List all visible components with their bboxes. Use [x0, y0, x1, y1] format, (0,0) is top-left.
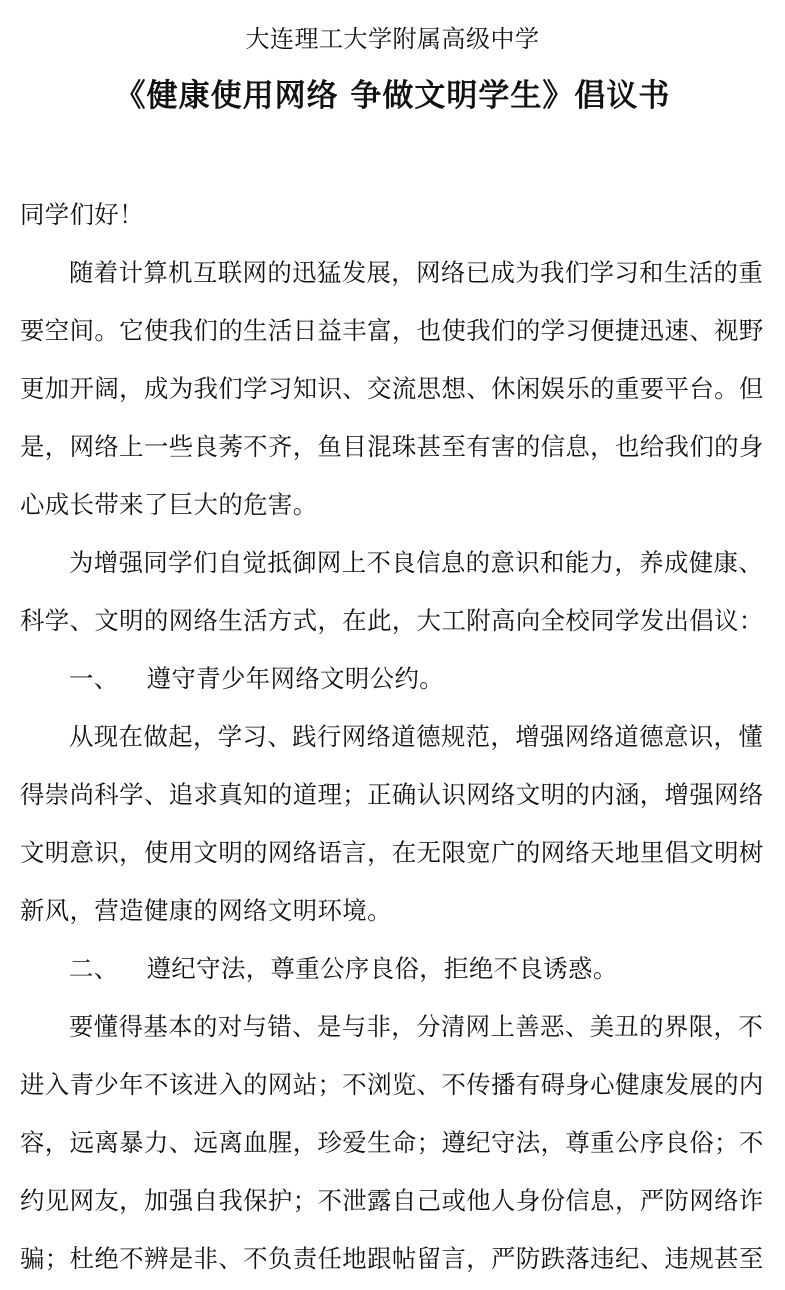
- greeting: 同学们好！: [20, 200, 144, 229]
- paragraph-line: 科学、文明的网络生活方式，在此，大工附高向全校同学发出倡议：: [20, 606, 764, 635]
- section-number: 一、: [69, 664, 119, 693]
- section-heading-2: [20, 942, 780, 1000]
- paragraph-line: 要空间。它使我们的生活日益丰富，也使我们的学习便捷迅速、视野: [20, 316, 764, 345]
- section-heading-text: 遵纪守法，尊重公序良俗，拒绝不良诱惑。: [146, 954, 618, 983]
- paragraph-line: 为增强同学们自觉抵御网上不良信息的意识和能力，养成健康、: [69, 548, 764, 577]
- section-heading-1: [20, 652, 780, 710]
- document-title: 《健康使用网络 争做文明学生》倡议书: [114, 78, 671, 114]
- document-body: [20, 188, 780, 1290]
- paragraph-line: 容，远离暴力、远离血腥，珍爱生命；遵纪守法，尊重公序良俗；不: [20, 1128, 764, 1157]
- paragraph-line: 从现在做起，学习、践行网络道德规范，增强网络道德意识，懂: [69, 722, 764, 751]
- paragraph-line: 进入青少年不该进入的网站；不浏览、不传播有碍身心健康发展的内: [20, 1070, 764, 1099]
- section-heading-text: 遵守青少年网络文明公约。: [146, 664, 445, 693]
- paragraph-line: 骗；杜绝不辨是非、不负责任地跟帖留言，严防跌落违纪、违规甚至: [20, 1244, 764, 1273]
- section-number: 二、: [69, 954, 119, 983]
- paragraph-line: 约见网友，加强自我保护；不泄露自己或他人身份信息，严防网络诈: [20, 1186, 764, 1215]
- paragraph-line: 要懂得基本的对与错、是与非，分清网上善恶、美丑的界限，不: [69, 1012, 764, 1041]
- school-name: 大连理工大学附属高级中学: [245, 25, 540, 53]
- paragraph-line: 文明意识，使用文明的网络语言，在无限宽广的网络天地里倡文明树: [20, 838, 764, 867]
- paragraph-line: 是，网络上一些良莠不齐，鱼目混珠甚至有害的信息，也给我们的身: [20, 432, 764, 461]
- paragraph-line: 更加开阔，成为我们学习知识、交流思想、休闲娱乐的重要平台。但: [20, 374, 764, 403]
- paragraph-line: 随着计算机互联网的迅猛发展，网络已成为我们学习和生活的重: [69, 258, 764, 287]
- paragraph-line: 得崇尚科学、追求真知的道理；正确认识网络文明的内涵，增强网络: [20, 780, 764, 809]
- paragraph-line: 心成长带来了巨大的危害。: [20, 490, 318, 519]
- paragraph-line: 新风，营造健康的网络文明环境。: [20, 896, 392, 925]
